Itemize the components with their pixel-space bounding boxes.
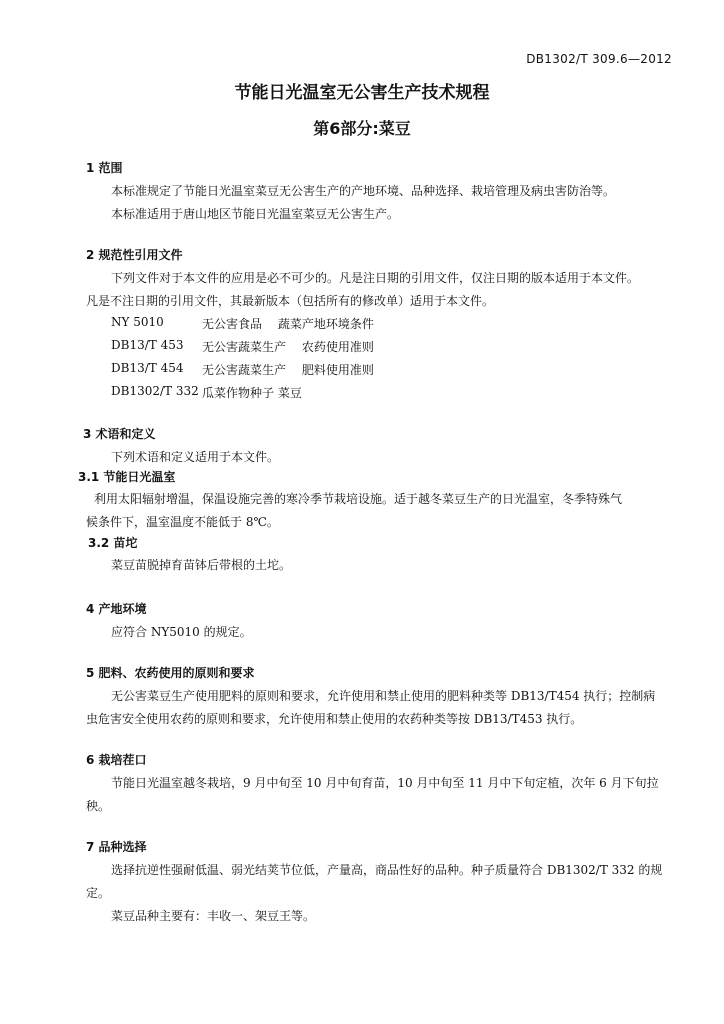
section-3-1-paragraph-line-1: 利用太阳辐射增温，保温设施完善的寒冷季节栽培设施。适于越冬菜豆生产的日光温室，冬季特殊气: [94, 492, 623, 506]
section-5-paragraph-line-2: 虫危害安全使用农药的原则和要求，允许使用和禁止使用的农药种类等按 DB13/T453 执行。: [86, 712, 583, 726]
section-1-paragraph-2: 本标准适用于唐山地区节能日光温室菜豆无公害生产。: [111, 207, 400, 221]
reference-title: 无公害蔬菜生产 肥料使用准则: [202, 363, 374, 377]
reference-code: DB1302/T 332: [111, 384, 199, 398]
section-3-heading: 3 术语和定义: [83, 427, 156, 441]
reference-title: 无公害蔬菜生产 农药使用准则: [202, 340, 374, 354]
section-2-paragraph-line-1: 下列文件对于本文件的应用是必不可少的。凡是注日期的引用文件，仅注日期的版本适用于本文件。: [111, 271, 640, 285]
section-7-paragraph-2: 菜豆品种主要有：丰收一、架豆王等。: [111, 909, 316, 923]
section-6-paragraph-line-1: 节能日光温室越冬栽培，9 月中旬至 10 月中旬育苗，10 月中旬至 11 月中下旬定植，次年 6 月下旬拉: [111, 776, 659, 790]
reference-title: 无公害食品 蔬菜产地环境条件: [202, 317, 374, 331]
document-subtitle: 第6部分:菜豆: [313, 119, 411, 138]
section-7-heading: 7 品种选择: [86, 840, 147, 854]
document-title: 节能日光温室无公害生产技术规程: [234, 83, 490, 103]
section-3-1-paragraph-line-2: 候条件下，温室温度不能低于 8℃。: [86, 515, 279, 529]
section-3-2-heading: 3.2 苗坨: [88, 536, 138, 550]
section-7-paragraph-line-1: 选择抗逆性强耐低温、弱光结荚节位低，产量高，商品性好的品种。种子质量符合 DB1302/T 332 的规: [111, 863, 663, 877]
reference-code: DB13/T 454: [111, 361, 184, 375]
section-6-heading: 6 栽培茬口: [86, 753, 147, 767]
section-4-paragraph: 应符合 NY5010 的规定。: [111, 625, 252, 639]
section-3-2-paragraph: 菜豆苗脱掉育苗钵后带根的土坨。: [111, 558, 292, 572]
section-1-heading: 1 范围: [86, 161, 123, 175]
section-6-paragraph-line-2: 秧。: [86, 799, 111, 813]
section-7-paragraph-line-2: 定。: [86, 886, 111, 900]
reference-code: NY 5010: [111, 315, 164, 329]
section-5-heading: 5 肥料、农药使用的原则和要求: [86, 666, 255, 680]
document-code: DB1302/T 309.6—2012: [526, 52, 672, 66]
reference-title: 瓜菜作物种子 菜豆: [202, 386, 302, 400]
section-4-heading: 4 产地环境: [86, 602, 147, 616]
section-1-paragraph-1: 本标准规定了节能日光温室菜豆无公害生产的产地环境、品种选择、栽培管理及病虫害防治等。: [111, 184, 616, 198]
section-5-paragraph-line-1: 无公害菜豆生产使用肥料的原则和要求，允许使用和禁止使用的肥料种类等 DB13/T454 执行；控制病: [111, 689, 656, 703]
section-2-paragraph-line-2: 凡是不注日期的引用文件，其最新版本（包括所有的修改单）适用于本文件。: [86, 294, 495, 308]
section-3-1-heading: 3.1 节能日光温室: [78, 470, 176, 484]
section-2-heading: 2 规范性引用文件: [86, 248, 183, 262]
reference-code: DB13/T 453: [111, 338, 184, 352]
section-3-paragraph: 下列术语和定义适用于本文件。: [111, 450, 280, 464]
